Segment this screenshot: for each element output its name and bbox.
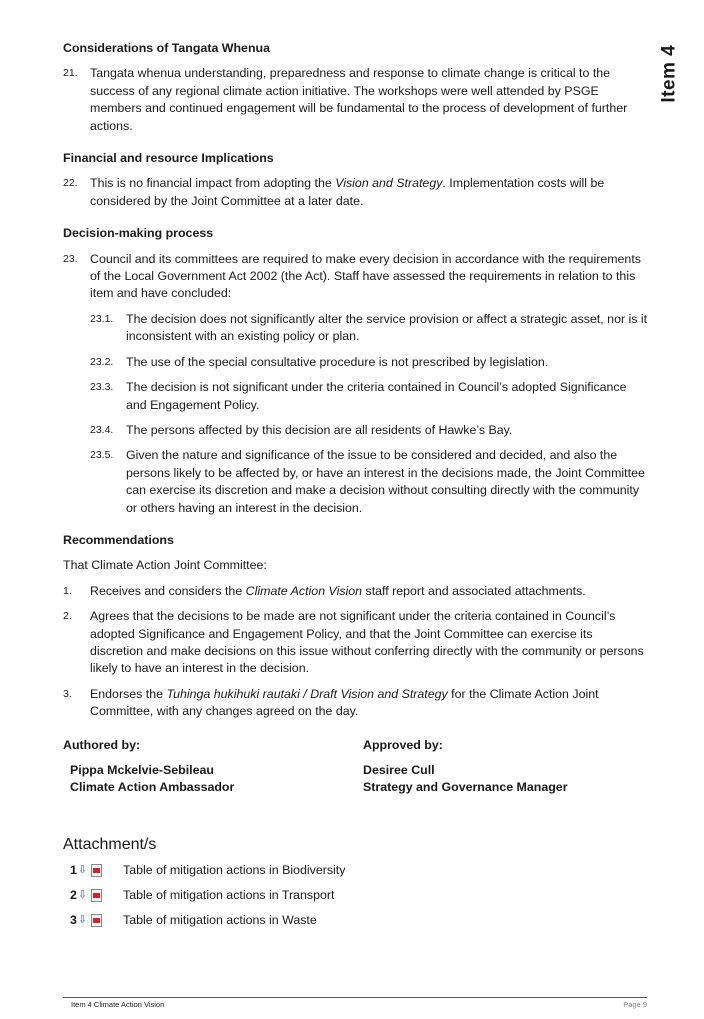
author-name: Pippa Mckelvie-Sebileau <box>70 763 214 777</box>
paragraph-text-pre: Receives and considers the <box>90 583 246 598</box>
document-content <box>63 40 648 933</box>
attachment-item-1[interactable] <box>63 858 648 883</box>
paragraph-23-4 <box>63 422 648 439</box>
paragraph-21 <box>63 65 648 135</box>
page-footer <box>63 997 647 1010</box>
paragraph-text: Given the nature and significance of the issue to be considered and decided, and also the persons likely to be affected by, or have an interest in the decisions made, the Joint Committee can exercise its discretion and make a decision without consulting directly with the community or others having an interest in the decision. <box>126 448 645 515</box>
author-details <box>63 762 363 797</box>
paragraph-23 <box>63 251 648 303</box>
attachment-label: Table of mitigation actions in Waste <box>123 912 317 927</box>
paragraph-22 <box>63 175 648 210</box>
authored-block <box>63 737 363 797</box>
recommendation-1 <box>63 583 648 600</box>
paragraph-number: 23.4. <box>90 423 114 436</box>
paragraph-text-pre: Endorses the <box>90 686 167 701</box>
paragraph-text: Agrees that the decisions to be made are not significant under the criteria contained in Council’s adopted Significance and Engagement Policy, and that the Joint Committee can exercise its discretion and make decisions on this issue without conferring directly with the community or persons likely to have an interest in the decision. <box>90 609 644 676</box>
paragraph-23-1 <box>63 311 648 346</box>
heading-decision-making: Decision-making process <box>63 226 214 241</box>
paragraph-number: 23. <box>63 252 78 265</box>
paragraph-text: The use of the special consultative procedure is not prescribed by legislation. <box>126 354 549 369</box>
download-arrow-icon[interactable]: ⇩ <box>77 863 88 876</box>
paragraph-number: 21. <box>63 67 78 80</box>
attachment-number: 1 <box>70 862 77 877</box>
approved-block <box>363 737 648 797</box>
paragraph-text: The persons affected by this decision are all residents of Hawke’s Bay. <box>126 422 513 437</box>
item-side-tab <box>644 38 694 110</box>
heading-tangata-whenua: Considerations of Tangata Whenua <box>63 41 270 55</box>
attachment-label: Table of mitigation actions in Transport <box>123 887 335 902</box>
heading-financial: Financial and resource Implications <box>63 151 274 166</box>
pdf-icon[interactable] <box>91 864 102 877</box>
paragraph-number: 22. <box>63 177 78 190</box>
paragraph-23-3 <box>63 379 648 414</box>
approver-details <box>363 762 648 797</box>
signatories <box>63 737 648 797</box>
attachment-number: 3 <box>70 912 77 927</box>
pdf-icon[interactable] <box>91 914 102 927</box>
heading-recommendations: Recommendations <box>63 532 174 547</box>
paragraph-23-2 <box>63 354 648 371</box>
paragraph-text: Tangata whenua understanding, preparedness and response to climate change is critical to the success of any regional climate action initiative. The workshops were well attended by PSGE members and continued engagement will be fundamental to the process of development of further actions. <box>90 66 628 133</box>
attachment-item-3[interactable] <box>63 908 648 933</box>
paragraph-text-pre: This is no financial impact from adopting the <box>90 176 336 191</box>
paragraph-number: 23.2. <box>90 355 114 368</box>
paragraph-number: 23.1. <box>90 312 114 325</box>
paragraph-23-5 <box>63 447 648 517</box>
paragraph-number: 3. <box>63 687 72 700</box>
item-side-tab-label: Item 4 <box>658 45 680 103</box>
paragraph-number: 1. <box>63 584 72 597</box>
recommendation-2 <box>63 608 648 678</box>
paragraph-text-post: . Implementation costs will be considered by the Joint Committee at a later date. <box>90 176 605 208</box>
attachment-link[interactable] <box>63 887 88 904</box>
recommendations-intro: That Climate Action Joint Committee: <box>63 558 267 573</box>
paragraph-number: 23.5. <box>90 449 114 462</box>
paragraph-text-post: for the Climate Action Joint Committee, with any changes agreed on the day. <box>90 686 599 719</box>
paragraph-text: The decision does not significantly alter the service provision or affect a strategic asset, nor is it inconsistent with an existing policy or plan. <box>126 311 648 344</box>
authored-label: Authored by: <box>63 737 141 752</box>
approver-name: Desiree Cull <box>363 763 435 777</box>
paragraph-text: The decision is not significant under the criteria contained in Council’s adopted Significance and Engagement Policy. <box>126 380 627 412</box>
paragraph-text-emphasis: Vision and Strategy <box>335 176 443 191</box>
footer-page-number: Page 9 <box>623 1000 647 1009</box>
recommendation-3 <box>63 686 648 721</box>
download-arrow-icon[interactable]: ⇩ <box>77 888 88 901</box>
approved-label: Approved by: <box>363 737 443 752</box>
footer-item-title: Item 4 Climate Action Vision <box>71 1000 165 1009</box>
attachment-number: 2 <box>70 887 77 902</box>
author-role: Climate Action Ambassador <box>70 780 235 795</box>
paragraph-text-emphasis: Tuhinga hukihuki rautaki / Draft Vision and Strategy <box>166 686 448 701</box>
pdf-icon[interactable] <box>91 889 102 902</box>
attachment-link[interactable] <box>63 862 88 879</box>
paragraph-text-emphasis: Climate Action Vision <box>245 583 363 598</box>
paragraph-text-post: staff report and associated attachments. <box>362 583 586 598</box>
paragraph-number: 2. <box>63 610 72 623</box>
download-arrow-icon[interactable]: ⇩ <box>77 913 88 926</box>
attachments-heading: Attachment/s <box>63 835 157 853</box>
attachment-link[interactable] <box>63 912 88 929</box>
paragraph-number: 23.3. <box>90 381 114 394</box>
paragraph-text: Council and its committees are required to make every decision in accordance with the requirements of the Local Government Act 2002 (the Act). Staff have assessed the requirements in relation to this item and have concluded: <box>90 251 641 301</box>
attachment-item-2[interactable] <box>63 883 648 908</box>
attachment-label: Table of mitigation actions in Biodiversity <box>123 862 346 877</box>
approver-role: Strategy and Governance Manager <box>363 780 568 795</box>
